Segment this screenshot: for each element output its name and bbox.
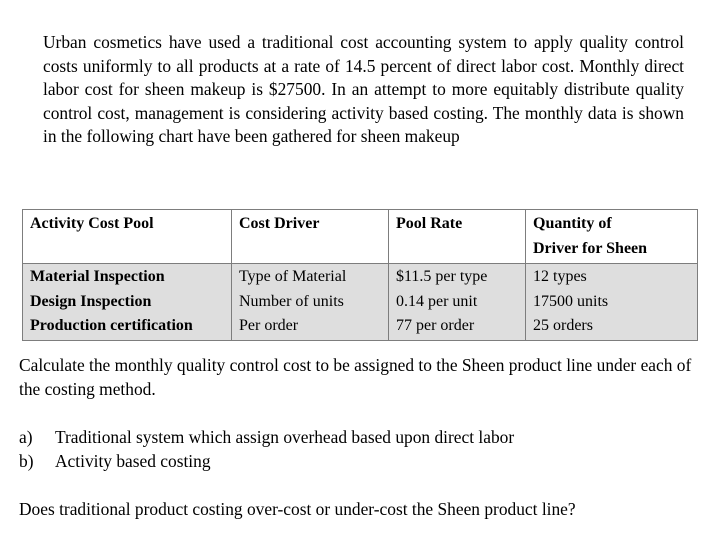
table-cell: Design Inspection bbox=[30, 292, 152, 310]
pool-rate-cell bbox=[389, 264, 526, 341]
list-marker: b) bbox=[19, 451, 34, 471]
final-question: Does traditional product costing over-cost or under-cost the Sheen product line? bbox=[19, 499, 576, 519]
list-item-text: Activity based costing bbox=[55, 451, 211, 471]
table-cell: Material Inspection bbox=[30, 268, 165, 285]
table-cell: Per order bbox=[239, 317, 299, 334]
activity-cost-pool-cell bbox=[23, 264, 232, 341]
table-cell: 25 orders bbox=[533, 317, 593, 334]
problem-intro: Urban cosmetics have used a traditional cost accounting system to apply quality control costs uniformly to all products at a rate of 14.5 percent of direct labor cost. Monthly direct labor cost for sheen makeup is $27500. In an attempt to more equitably distribute quality control cost, management is considering activity based costing. The monthly data is shown in the following chart have been gathered for sheen makeup bbox=[43, 32, 684, 147]
activity-cost-table bbox=[22, 209, 698, 341]
header-quantity-line-2: Driver for Sheen bbox=[533, 239, 648, 257]
table-cell: 0.14 per unit bbox=[396, 292, 478, 310]
list-item bbox=[19, 449, 709, 473]
table-cell: Number of units bbox=[239, 292, 344, 310]
list-item-text: Traditional system which assign overhead based upon direct labor bbox=[55, 427, 515, 447]
header-activity-cost-pool: Activity Cost Pool bbox=[23, 210, 232, 264]
header-quantity bbox=[526, 210, 698, 264]
cost-driver-cell bbox=[232, 264, 389, 341]
list-item bbox=[19, 425, 709, 449]
task-list bbox=[19, 425, 709, 473]
quantity-cell bbox=[526, 264, 698, 341]
table-cell: $11.5 per type bbox=[396, 268, 488, 285]
table-body-row bbox=[23, 264, 698, 341]
table-cell: 17500 units bbox=[533, 292, 609, 310]
calculation-question: Calculate the monthly quality control cost to be assigned to the Sheen product line under each of the costing method. bbox=[19, 355, 692, 399]
table-cell: Production certification bbox=[30, 317, 193, 334]
table-cell: 12 types bbox=[533, 268, 587, 285]
table-cell: Type of Material bbox=[239, 268, 347, 285]
header-pool-rate: Pool Rate bbox=[389, 210, 526, 264]
header-cost-driver: Cost Driver bbox=[232, 210, 389, 264]
list-marker: a) bbox=[19, 427, 33, 447]
table-cell: 77 per order bbox=[396, 317, 475, 334]
table-header-row bbox=[23, 210, 698, 264]
header-quantity-line-1: Quantity of bbox=[533, 215, 612, 232]
